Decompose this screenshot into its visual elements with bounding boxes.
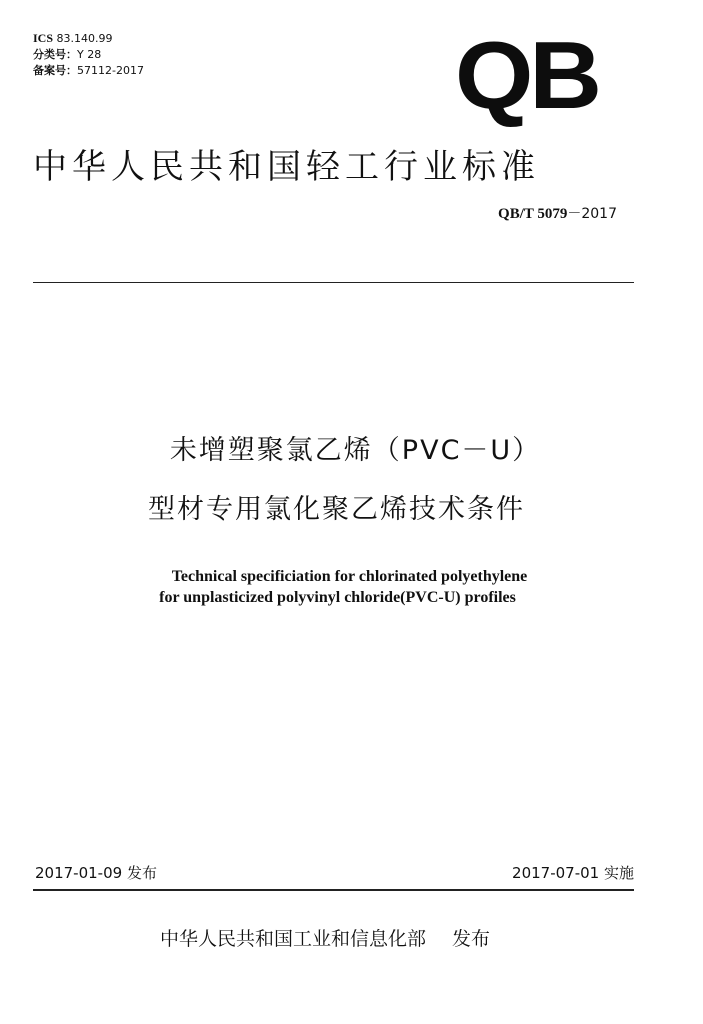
english-title-line-2: for unplasticized polyvinyl chloride(PVC-U) profiles <box>159 589 516 606</box>
chinese-title-line-2: 型材专用氯化聚乙烯技术条件 <box>148 494 525 525</box>
chinese-title-line-1: 未增塑聚氯乙烯（PVC－U） <box>169 435 542 466</box>
standard-title: 中华人民共和国轻工行业标准 <box>33 147 540 187</box>
record-line <box>33 63 144 79</box>
classification-line <box>33 47 144 63</box>
classification-label: 分类号： <box>33 48 77 61</box>
standard-year: －2017 <box>567 206 617 222</box>
implementation-date: 2017-07-01 实施 <box>512 864 634 882</box>
qb-logo: QB <box>455 22 598 129</box>
classification-value: Y 28 <box>77 48 102 61</box>
record-value: 57112-2017 <box>77 64 144 77</box>
issue-date: 2017-01-09 发布 <box>35 864 157 882</box>
bottom-divider <box>33 889 634 891</box>
ics-value: 83.140.99 <box>56 32 113 45</box>
standard-code: QB/T 5079 <box>498 206 568 222</box>
top-divider <box>33 282 634 283</box>
issuer-action: 发布 <box>452 928 491 950</box>
document-metadata <box>33 30 144 79</box>
record-label: 备案号： <box>33 64 77 77</box>
issuer-name: 中华人民共和国工业和信息化部 <box>160 928 427 950</box>
standard-number <box>498 203 617 223</box>
english-title-line-1: Technical specificiation for chlorinated polyethylene <box>171 568 528 585</box>
issuer <box>160 924 490 951</box>
ics-label: ICS <box>33 31 54 45</box>
ics-line <box>33 30 144 47</box>
